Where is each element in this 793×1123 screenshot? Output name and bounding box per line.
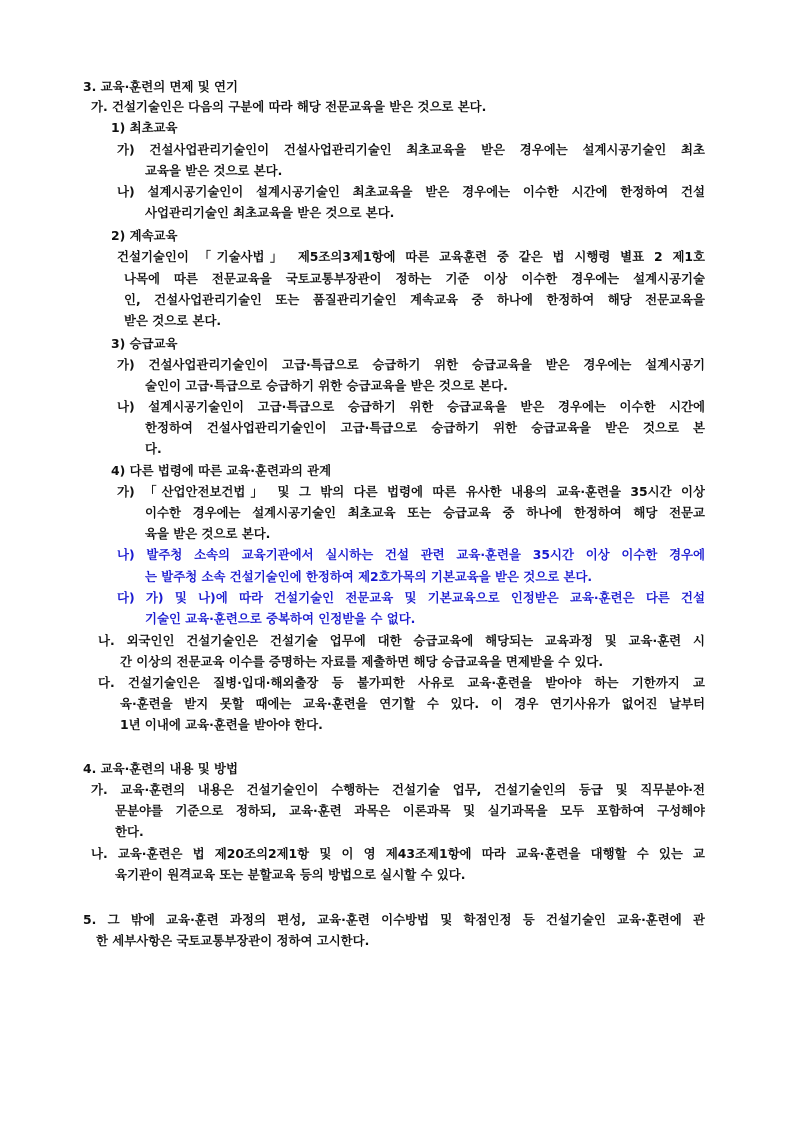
text-line: 이수한 경우에는 설계시공기술인 최초교육 또는 승급교육 중 하나에 한정하여 해당 전문교	[145, 505, 705, 520]
text-line: 사업관리기술인 최초교육을 받은 것으로 본다.	[145, 205, 395, 220]
text-line: 한다.	[115, 824, 144, 839]
text-line: 나) 설계시공기술인이 고급·특급으로 승급하기 위한 승급교육을 받은 경우에는 이수한 시간에	[117, 399, 705, 414]
highlighted-text-line: 는 발주청 소속 건설기술인에 한정하여 제2호가목의 기본교육을 받은 것으로 본다.	[145, 569, 593, 584]
text-line: 가) 「산업안전보건법」 및 그 밖의 다른 법령에 따른 유사한 내용의 교육·훈련을 35시간 이상	[117, 484, 705, 499]
text-line: 인, 건설사업관리기술인 또는 품질관리기술인 계속교육 중 하나에 한정하여 해당 전문교육을	[124, 292, 705, 307]
text-line: 건설기술인이 「기술사법」 제5조의3제1항에 따른 교육훈련 중 같은 법 시행령 별표 2 제1호	[117, 249, 705, 264]
highlighted-text-line: 다) 가) 및 나)에 따라 건설기술인 전문교육 및 기본교육으로 인정받은 교육·훈련은 다른 건설	[117, 590, 705, 605]
text-line: 나목에 따른 전문교육을 국토교통부장관이 정하는 기준 이상 이수한 경우에는 설계시공기술	[124, 271, 705, 286]
text-line: 가. 교육·훈련의 내용은 건설기술인이 수행하는 건설기술 업무, 건설기술인의 등급 및 직무분야·전	[91, 782, 705, 797]
text-line: 받은 것으로 본다.	[124, 313, 222, 328]
text-line: 가) 건설사업관리기술인이 건설사업관리기술인 최초교육을 받은 경우에는 설계시공기술인 최초	[117, 142, 705, 157]
text-line: 3. 교육·훈련의 면제 및 연기	[83, 79, 238, 94]
text-line: 육을 받은 것으로 본다.	[145, 526, 271, 541]
text-line: 간 이상의 전문교육 이수를 증명하는 자료를 제출하면 해당 승급교육을 면제받을 수 있다.	[120, 654, 604, 669]
text-line: 4. 교육·훈련의 내용 및 방법	[83, 761, 238, 776]
text-line: 술인이 고급·특급으로 승급하기 위한 승급교육을 받은 것으로 본다.	[145, 378, 508, 393]
text-line: 가. 건설기술인은 다음의 구분에 따라 해당 전문교육을 받은 것으로 본다.	[91, 99, 487, 114]
text-line: 2) 계속교육	[111, 228, 178, 243]
text-line: 한정하여 건설사업관리기술인이 고급·특급으로 승급하기 위한 승급교육을 받은 것으로 본	[145, 420, 705, 435]
text-line: 한 세부사항은 국토교통부장관이 정하여 고시한다.	[96, 933, 370, 948]
text-line: 3) 승급교육	[111, 336, 178, 351]
text-line: 육·훈련을 받지 못할 때에는 교육·훈련을 연기할 수 있다. 이 경우 연기사유가 없어진 날부터	[120, 696, 705, 711]
text-line: 다.	[145, 441, 162, 456]
highlighted-text-line: 기술인 교육·훈련으로 중복하여 인정받을 수 없다.	[145, 611, 416, 626]
text-line: 1) 최초교육	[111, 120, 178, 135]
text-line: 5. 그 밖에 교육·훈련 과정의 편성, 교육·훈련 이수방법 및 학점인정 등 건설기술인 교육·훈련에 관	[83, 912, 705, 927]
text-line: 1년 이내에 교육·훈련을 받아야 한다.	[120, 717, 323, 732]
text-line: 육기관이 원격교육 또는 분할교육 등의 방법으로 실시할 수 있다.	[115, 867, 466, 882]
text-line: 문분야를 기준으로 정하되, 교육·훈련 과목은 이론과목 및 실기과목을 모두 포함하여 구성해야	[115, 803, 705, 818]
text-line: 나. 외국인인 건설기술인은 건설기술 업무에 대한 승급교육에 해당되는 교육과정 및 교육·훈련 시	[98, 633, 705, 648]
highlighted-text-line: 나) 발주청 소속의 교육기관에서 실시하는 건설 관련 교육·훈련을 35시간 이상 이수한 경우에	[117, 547, 705, 562]
text-line: 가) 건설사업관리기술인이 고급·특급으로 승급하기 위한 승급교육을 받은 경우에는 설계시공기	[117, 357, 705, 372]
text-line: 교육을 받은 것으로 본다.	[145, 163, 283, 178]
text-line: 4) 다른 법령에 따른 교육·훈련과의 관계	[111, 463, 332, 478]
text-line: 나. 교육·훈련은 법 제20조의2제1항 및 이 영 제43조제1항에 따라 교육·훈련을 대행할 수 있는 교	[91, 846, 705, 861]
text-line: 다. 건설기술인은 질병·입대·해외출장 등 불가피한 사유로 교육·훈련을 받아야 하는 기한까지 교	[98, 675, 705, 690]
text-line: 나) 설계시공기술인이 설계시공기술인 최초교육을 받은 경우에는 이수한 시간에 한정하여 건설	[117, 184, 705, 199]
